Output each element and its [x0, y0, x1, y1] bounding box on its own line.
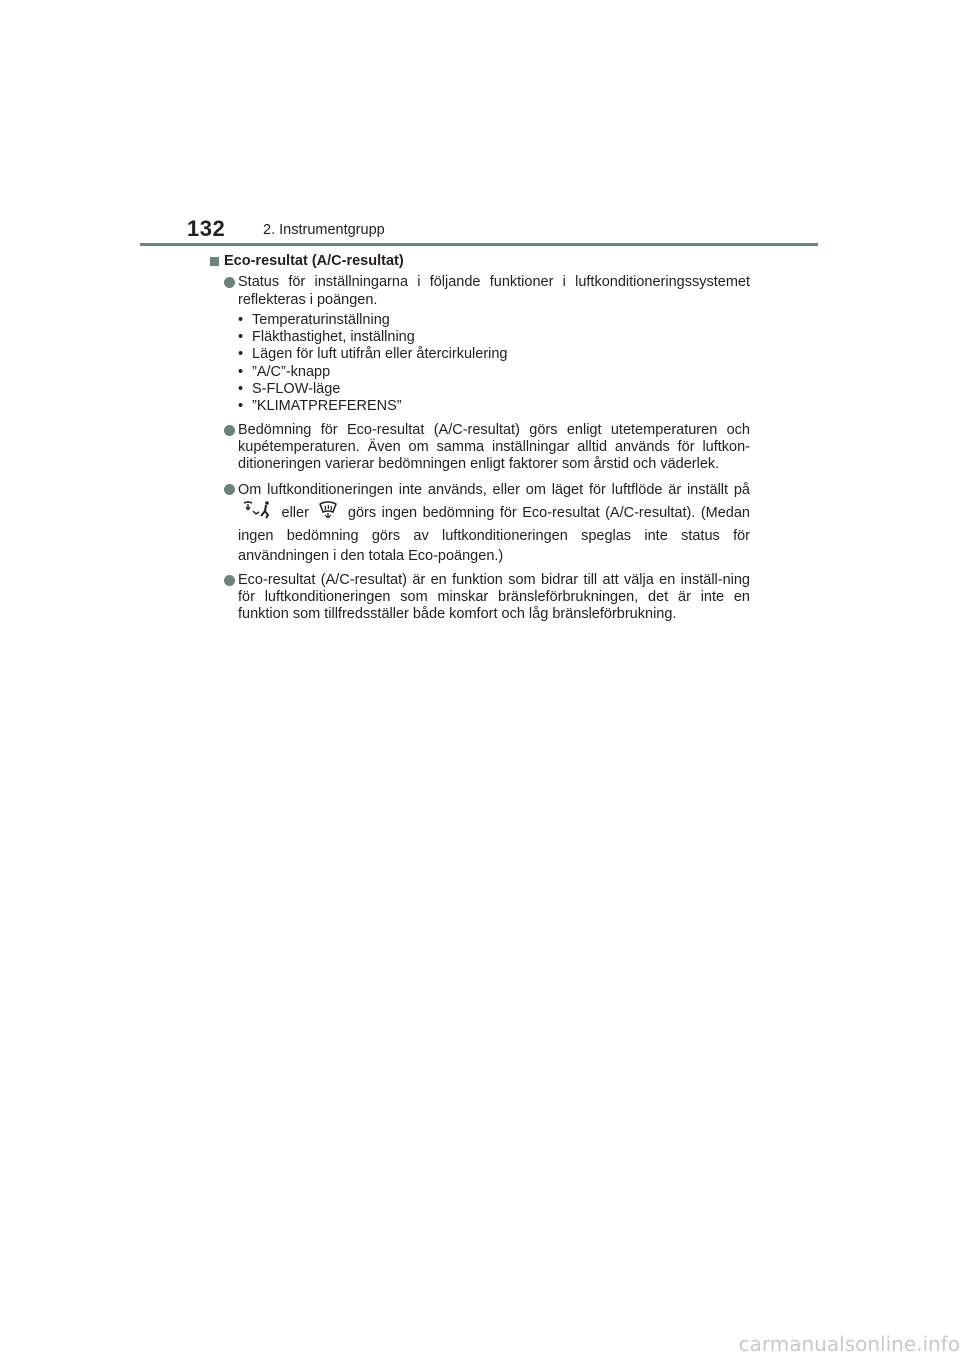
circle-bullet-icon — [224, 425, 235, 436]
list-item-3 — [208, 480, 750, 566]
section-title: 2. Instrumentgrupp — [263, 222, 385, 238]
list-item-text: Bedömning för Eco-resultat (A/C-resultat) görs enligt utetemperaturen och kupétemperaturen. Även om samma inställningar alltid används för luftkon-ditioneringen varierar bedömningen enligt faktorer som årstid och väderlek. — [238, 421, 750, 473]
circle-bullet-icon — [224, 277, 235, 288]
windshield-defrost-icon — [318, 501, 338, 525]
sublist-item: • ”KLIMATPREFERENS” — [238, 398, 402, 415]
list-item-2 — [208, 422, 750, 474]
sublist-item: • Lägen för luft utifrån eller återcirkulering — [238, 346, 508, 363]
content-body — [208, 253, 750, 629]
section-heading — [208, 253, 750, 270]
list-item-text: Status för inställningarna i följande funktioner i luftkonditioneringssystemet reflekteras i poängen. — [238, 274, 750, 308]
sublist-item: • S-FLOW-läge — [238, 381, 341, 398]
list-item-text: Eco-resultat (A/C-resultat) är en funktion som bidrar till att välja en inställ-ning för luftkonditioneringen som minskar bränsleförbrukningen, det är inte en funktion som tillfredsställer både komfort och låg bränsleförbrukning. — [238, 571, 750, 623]
square-bullet-icon — [210, 257, 219, 266]
header-divider — [140, 243, 818, 246]
list-item-4 — [208, 572, 750, 624]
section-heading-text: Eco-resultat (A/C-resultat) — [224, 253, 404, 269]
settings-sublist — [238, 312, 750, 416]
list-item-text: görs ingen bedömning för Eco-resultat (A/C-resultat). (Medan ingen bedömning görs av luftkonditioneringen speglas inte status för användningen i den totala Eco-poängen.) — [238, 504, 750, 564]
sublist-item: • Fläkthastighet, inställning — [238, 329, 415, 346]
circle-bullet-icon — [224, 575, 235, 586]
circle-bullet-icon — [224, 484, 235, 495]
sublist-item: • ”A/C”-knapp — [238, 363, 331, 380]
sublist-item: • Temperaturinställning — [238, 311, 390, 328]
watermark: carmanualsonline.info — [738, 1332, 960, 1356]
list-item-1 — [208, 274, 750, 415]
page-header — [0, 0, 960, 250]
list-item-text: eller — [281, 504, 309, 521]
windshield-and-feet-airflow-icon — [242, 500, 272, 526]
page-number: 132 — [187, 216, 226, 241]
list-item-text: Om luftkonditioneringen inte används, eller om läget för luftflöde är inställt på — [238, 481, 750, 498]
